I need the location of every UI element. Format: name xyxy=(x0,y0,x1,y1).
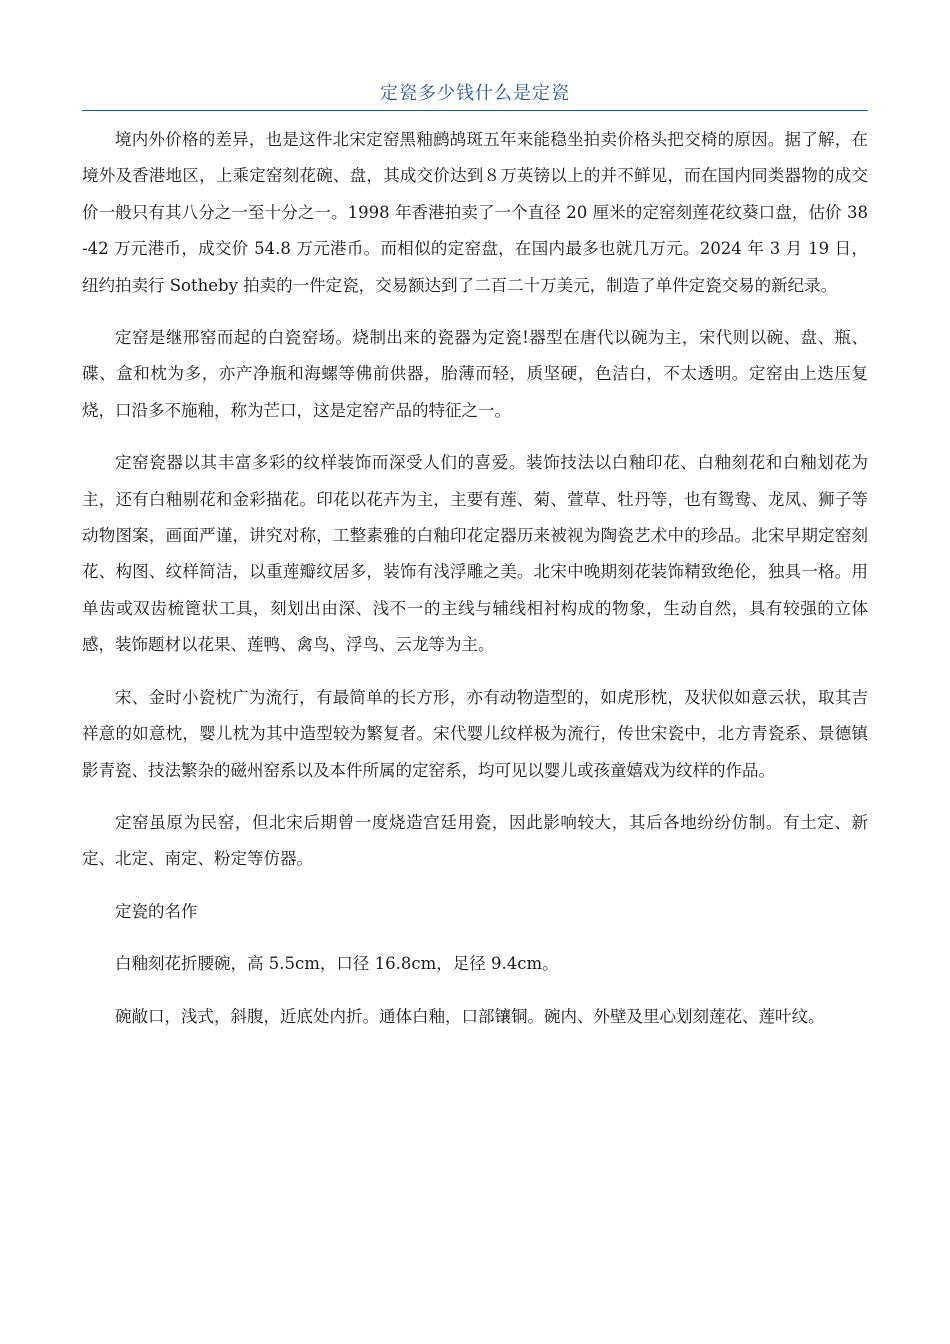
section-heading-famous-works: 定瓷的名作 xyxy=(115,901,198,921)
page-header xyxy=(82,78,868,111)
paragraph-bowl-dimensions: 白釉刻花折腰碗，高 5.5cm，口径 16.8cm，足径 9.4cm。 xyxy=(115,954,559,974)
paragraph-imitations: 定窑虽原为民窑，但北宋后期曾一度烧造宫廷用瓷，因此影响较大，其后各地纷纷仿制。有土定、新定、北定、南定、粉定等仿器。 xyxy=(82,812,868,869)
paragraph-porcelain-pillows: 宋、金时小瓷枕广为流行，有最简单的长方形，亦有动物造型的，如虎形枕，及状似如意云状，取其吉祥意的如意枕，婴儿枕为其中造型较为繁复者。宋代婴儿纹样极为流行，传世宋瓷中，北方青瓷系、景德镇影青瓷、技法繁杂的磁州窑系以及本件所属的定窑系，均可见以婴儿或孩童嬉戏为纹样的作品。 xyxy=(82,687,868,780)
document-body xyxy=(82,122,868,1051)
paragraph-bowl-description: 碗敞口，浅式，斜腹，近底处内折。通体白釉，口部镶铜。碗内、外壁及里心划刻莲花、莲叶纹。 xyxy=(115,1006,825,1026)
page-title: 定瓷多少钱什么是定瓷 xyxy=(380,83,570,104)
paragraph-price-difference: 境内外价格的差异，也是这件北宋定窑黑釉鹧鸪斑五年来能稳坐拍卖价格头把交椅的原因。据了解，在境外及香港地区，上乘定窑刻花碗、盘，其成交价达到８万英镑以上的并不鲜见，而在国内同类器物的成交价一般只有其八分之一至十分之一。1998 年香港拍卖了一个直径 20 厘米的定窑刻莲花纹葵口盘，估价 38-42 万元港币，成交价 54.8 万元港币。而相似的定窑盘，在国内最多也就几万元。2024 年 3 月 19 日，纽约拍卖行 Sotheby 拍卖的一件定瓷，交易额达到了二百二十万美元，制造了单件定瓷交易的新纪录。 xyxy=(82,130,868,295)
paragraph-ding-kiln-intro: 定窑是继邢窑而起的白瓷窑场。烧制出来的瓷器为定瓷!器型在唐代以碗为主，宋代则以碗、盘、瓶、碟、盒和枕为多，亦产净瓶和海螺等佛前供器，胎薄而轻，质坚硬，色洁白，不太透明。定窑由上迭压复烧，口沿多不施釉，称为芒口，这是定窑产品的特征之一。 xyxy=(82,328,868,420)
paragraph-decoration: 定窑瓷器以其丰富多彩的纹样装饰而深受人们的喜爱。装饰技法以白釉印花、白釉刻花和白釉划花为主，还有白釉剔花和金彩描花。印花以花卉为主，主要有莲、菊、萱草、牡丹等，也有鸳鸯、龙凤、狮子等动物图案，画面严谨，讲究对称，工整素雅的白釉印花定器历来被视为陶瓷艺术中的珍品。北宋早期定窑刻花、构图、纹样简洁，以重莲瓣纹居多，装饰有浅浮雕之美。北宋中晚期刻花装饰精致绝伦，独具一格。用单齿或双齿梳篦状工具，刻划出由深、浅不一的主线与辅线相衬构成的物象，生动自然，具有较强的立体感，装饰题材以花果、莲鸭、禽鸟、浮鸟、云龙等为主。 xyxy=(82,453,868,655)
